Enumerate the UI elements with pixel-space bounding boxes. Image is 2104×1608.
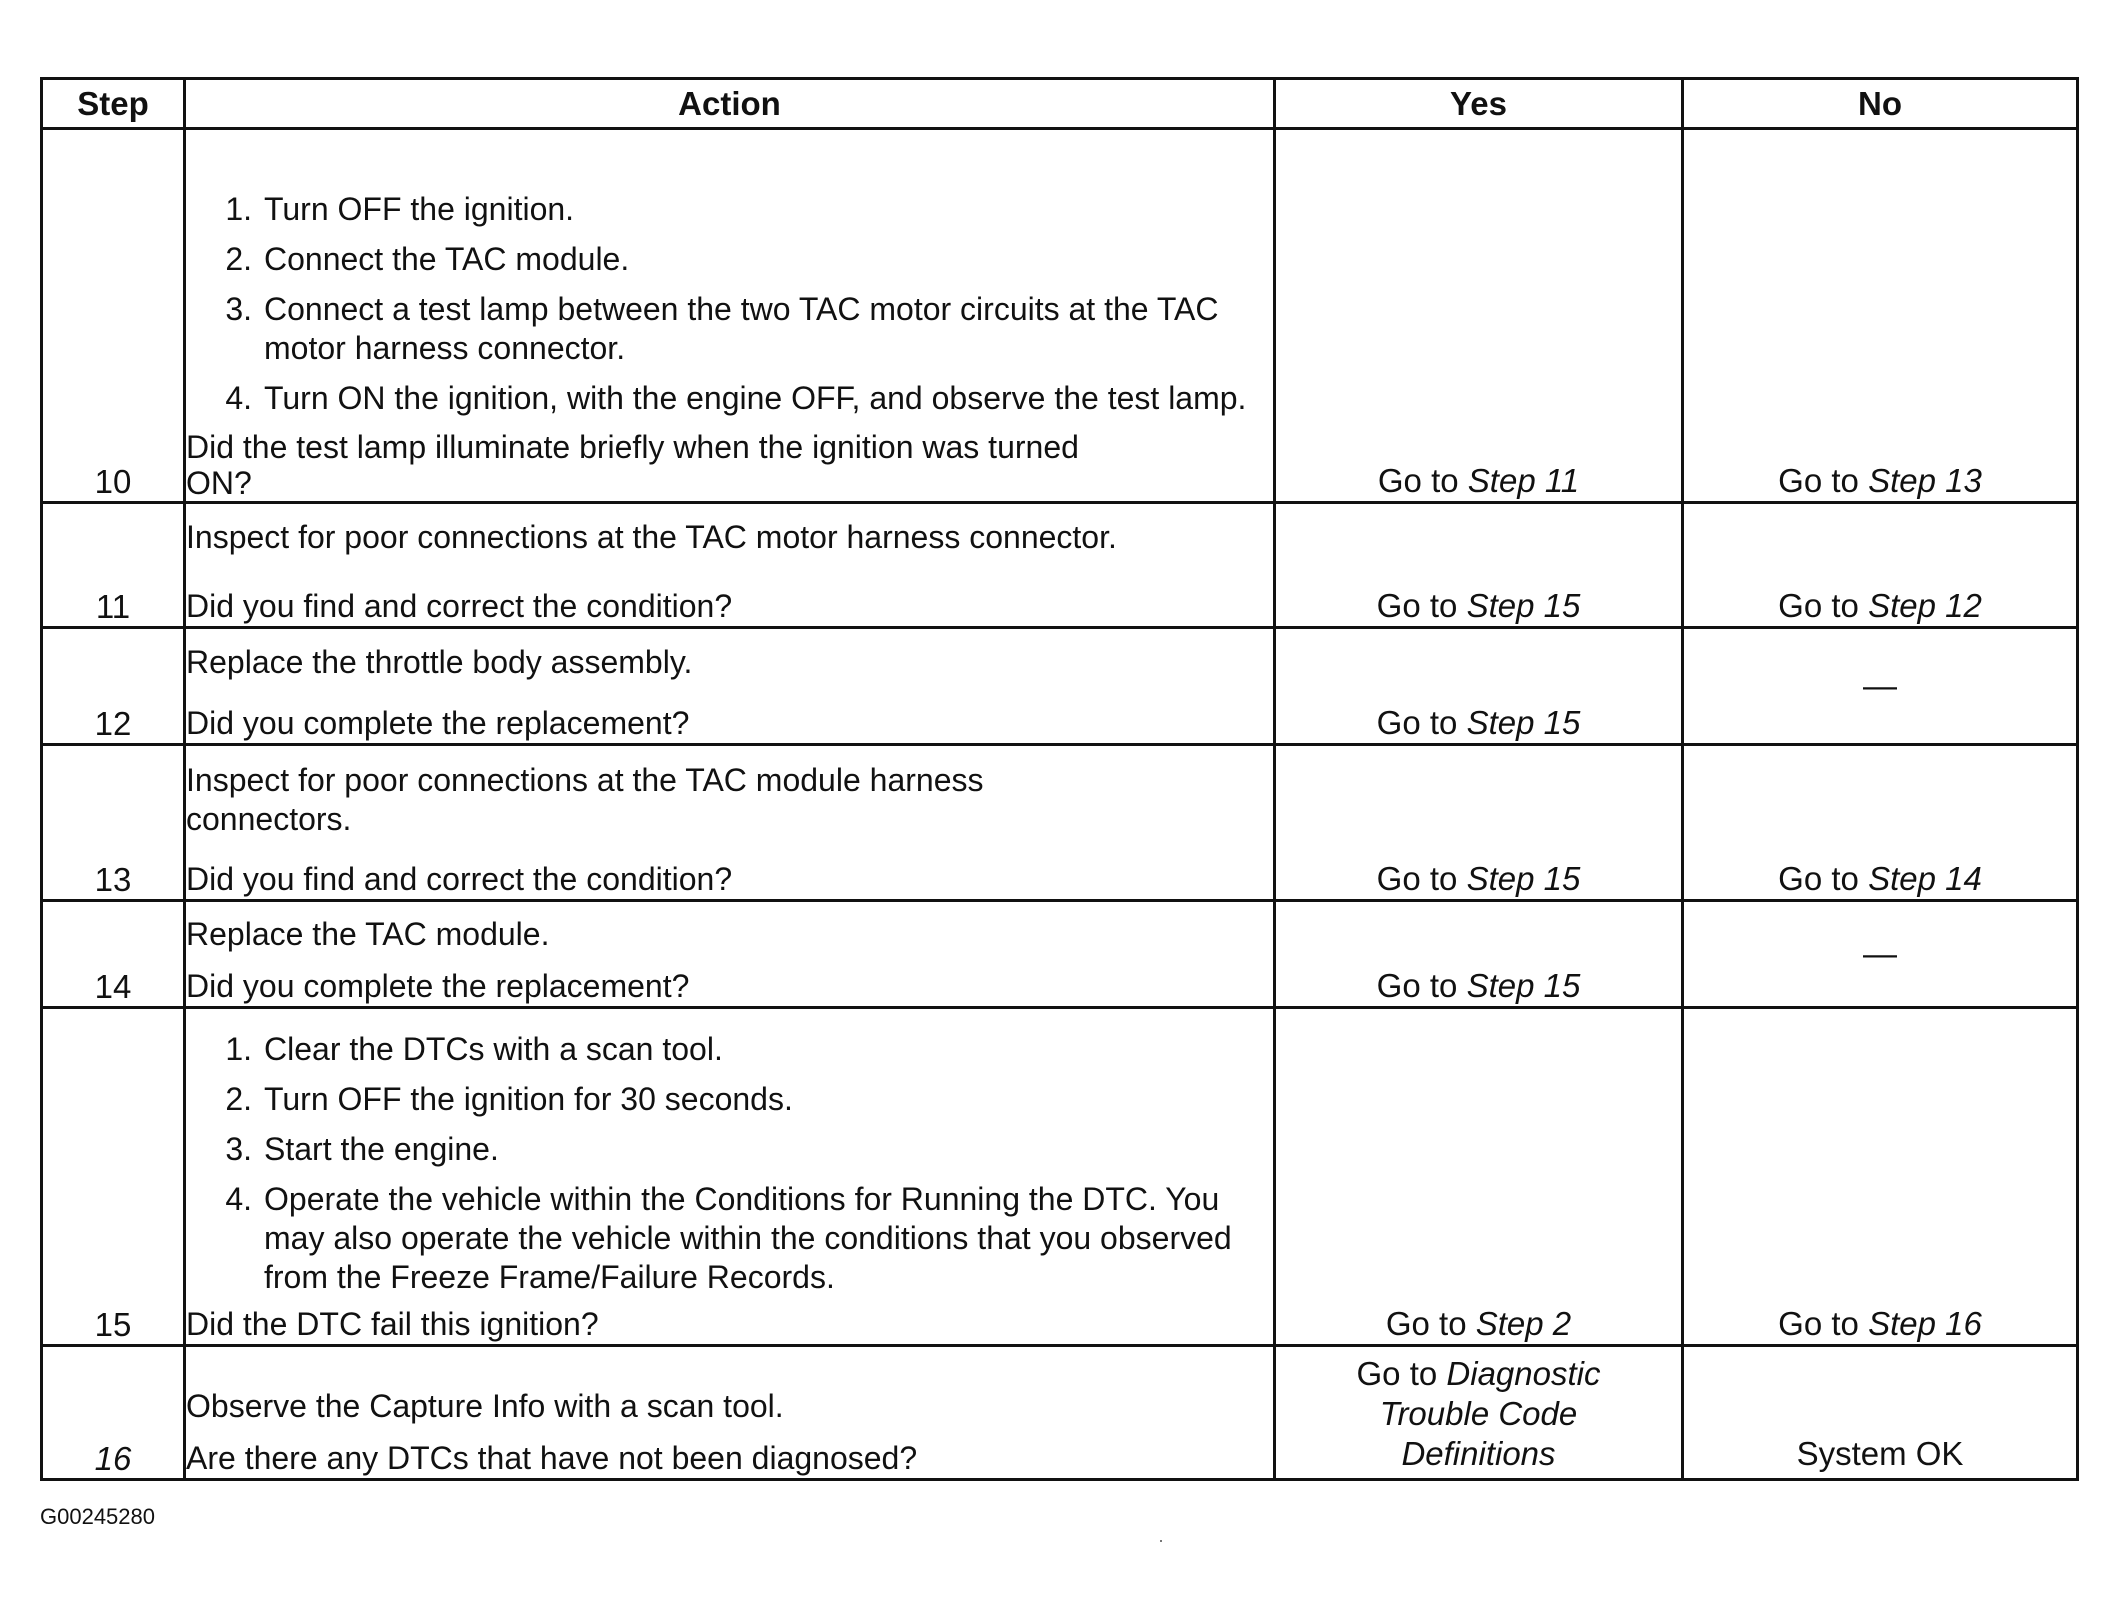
step-number: 10	[42, 129, 185, 503]
question-text: Did you complete the replacement?	[186, 967, 690, 1004]
no-cell: Go to Step 14	[1683, 745, 2078, 900]
no-cell: —	[1683, 628, 2078, 745]
action-cell	[185, 129, 1275, 503]
question-text: Did you find and correct the condition?	[186, 860, 733, 897]
list-item: 3. Start the engine.	[225, 1130, 499, 1167]
yes-cell: Go to Diagnostic Trouble Code Definitions	[1275, 1345, 1683, 1479]
header-row	[42, 79, 2078, 129]
question-text: Did the DTC fail this ignition?	[186, 1305, 599, 1342]
step-number: 15	[42, 1007, 185, 1345]
step-number: 16	[42, 1345, 185, 1479]
table-row	[42, 628, 2078, 745]
diagnostic-table	[40, 77, 2079, 1481]
header-no: No	[1683, 79, 2078, 129]
step-number: 13	[42, 745, 185, 900]
action-list	[186, 190, 1273, 418]
step-number: 11	[42, 502, 185, 627]
action-cell	[185, 745, 1275, 900]
list-item: 4. Turn ON the ignition, with the engine OFF, and observe the test lamp.	[225, 379, 1247, 416]
list-item: 1. Clear the DTCs with a scan tool.	[225, 1030, 723, 1067]
action-text: Observe the Capture Info with a scan tool.	[186, 1388, 784, 1424]
question-text: Did you complete the replacement?	[186, 705, 690, 742]
list-item: 4. Operate the vehicle within the Conditions for Running the DTC. You may also operate the vehicle within the conditions that you observed from the Freeze Frame/Failure Records.	[225, 1180, 1232, 1295]
yes-cell: Go to Step 2	[1275, 1007, 1683, 1345]
action-list	[186, 1030, 1273, 1297]
yes-cell: Go to Step 15	[1275, 900, 1683, 1007]
list-item: 3. Connect a test lamp between the two TAC motor circuits at the TAC motor harness connector.	[225, 290, 1219, 366]
header-step: Step	[42, 79, 185, 129]
table-row	[42, 745, 2078, 900]
yes-cell: Go to Step 15	[1275, 502, 1683, 627]
yes-cell: Go to Step 15	[1275, 628, 1683, 745]
no-cell: Go to Step 12	[1683, 502, 2078, 627]
table-row	[42, 900, 2078, 1007]
action-cell	[185, 628, 1275, 745]
action-text: Inspect for poor connections at the TAC motor harness connector.	[186, 519, 1117, 556]
action-text: Inspect for poor connections at the TAC module harness connectors.	[186, 761, 984, 837]
table-row	[42, 502, 2078, 627]
no-cell: Go to Step 16	[1683, 1007, 2078, 1345]
list-item: 2. Turn OFF the ignition for 30 seconds.	[225, 1080, 793, 1117]
question-text: Are there any DTCs that have not been diagnosed?	[186, 1440, 918, 1476]
action-text: Replace the TAC module.	[186, 915, 550, 952]
list-item: 1. Turn OFF the ignition.	[225, 190, 575, 227]
header-action: Action	[185, 79, 1275, 129]
step-number: 14	[42, 900, 185, 1007]
action-cell	[185, 1007, 1275, 1345]
yes-cell: Go to Step 11	[1275, 129, 1683, 503]
table-row	[42, 1007, 2078, 1345]
table-row	[42, 129, 2078, 503]
action-cell	[185, 502, 1275, 627]
action-text: Replace the throttle body assembly.	[186, 644, 693, 681]
no-cell: Go to Step 13	[1683, 129, 2078, 503]
figure-code: G00245280	[40, 1504, 155, 1529]
scan-speck	[1160, 1540, 1162, 1542]
no-cell: System OK	[1683, 1345, 2078, 1479]
step-number: 12	[42, 628, 185, 745]
table-row	[42, 1345, 2078, 1479]
yes-cell: Go to Step 15	[1275, 745, 1683, 900]
action-cell	[185, 900, 1275, 1007]
header-yes: Yes	[1275, 79, 1683, 129]
question-text: Did you find and correct the condition?	[186, 588, 733, 625]
list-item: 2. Connect the TAC module.	[225, 240, 630, 277]
question-text: Did the test lamp illuminate briefly when the ignition was turned ON?	[186, 428, 1079, 501]
no-cell: —	[1683, 900, 2078, 1007]
action-cell	[185, 1345, 1275, 1479]
